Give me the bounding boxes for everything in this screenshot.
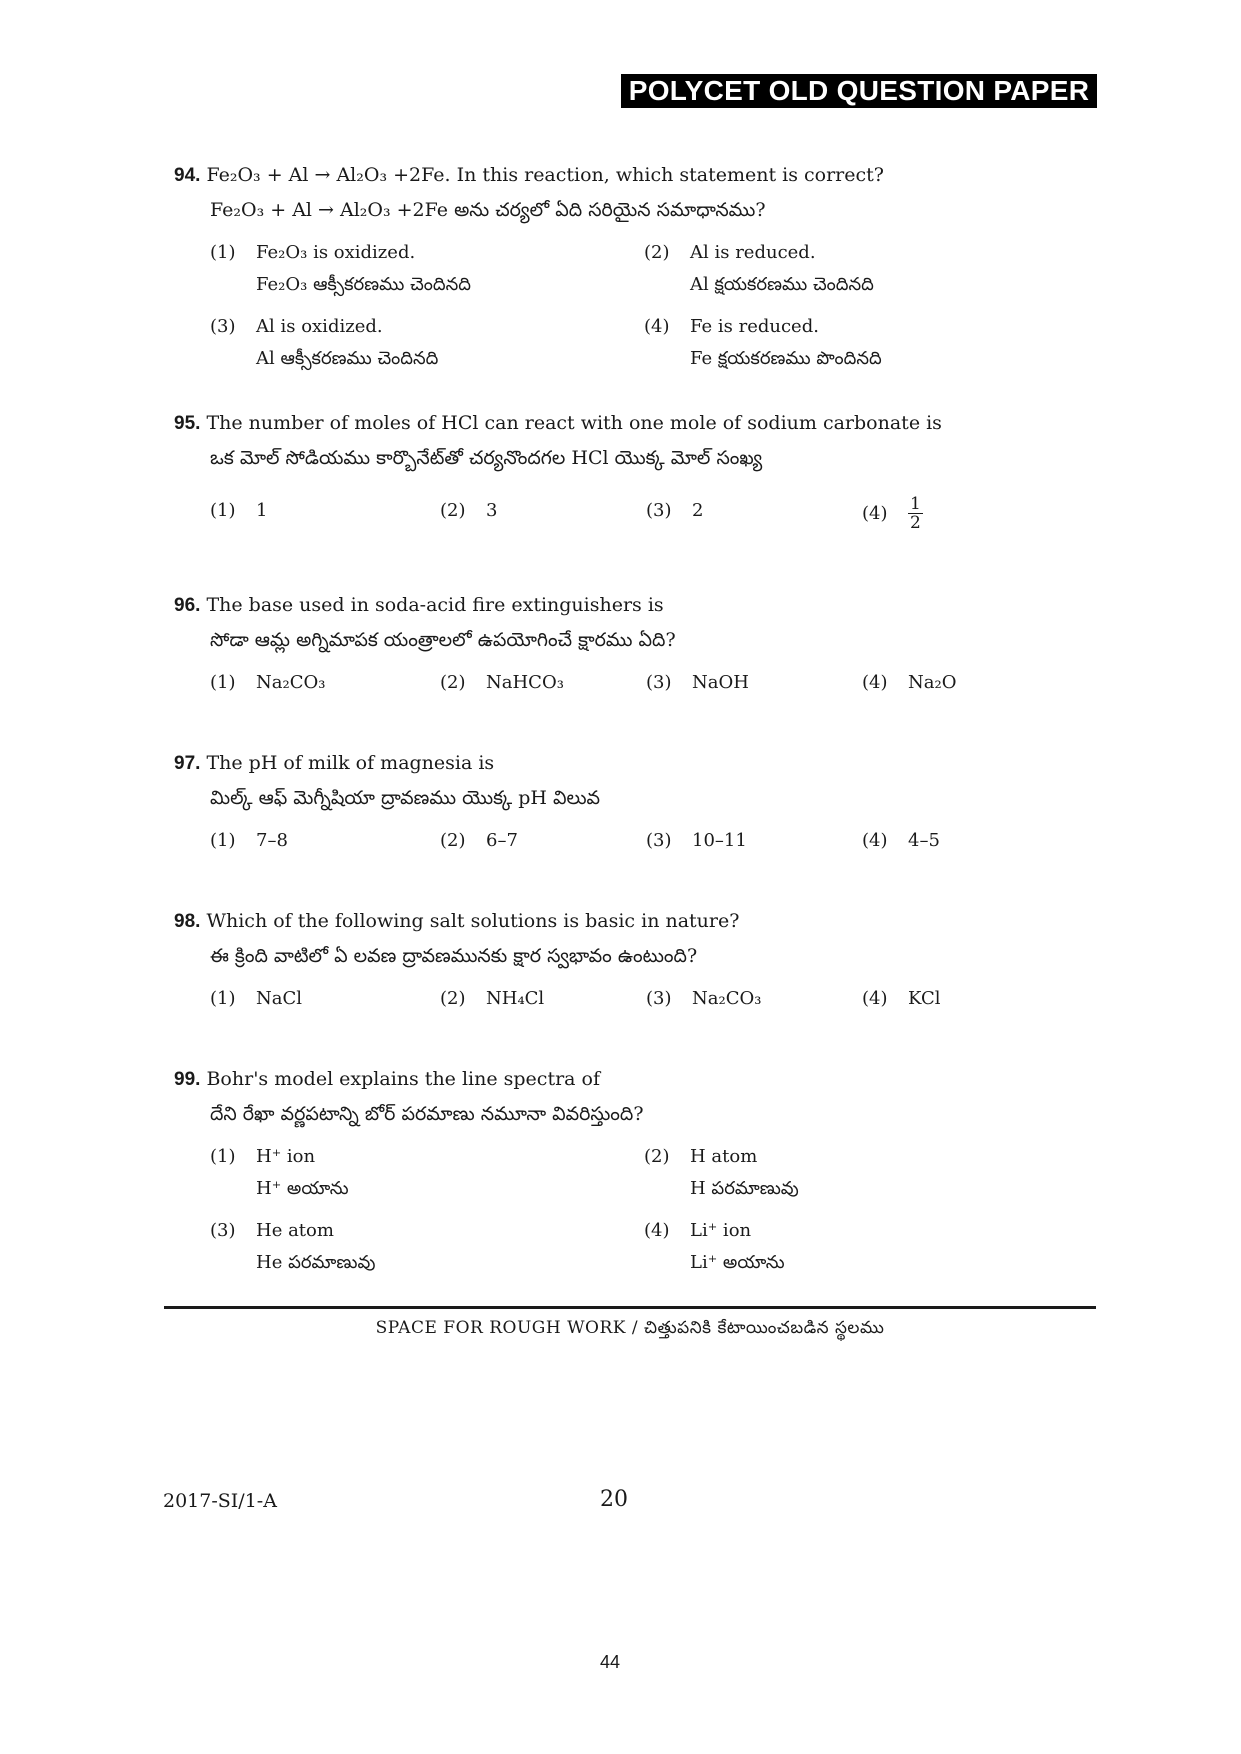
fraction-denominator: 2 — [910, 513, 921, 533]
option-2[interactable] — [644, 1141, 799, 1205]
option-text-en: 7–8 — [256, 830, 288, 851]
question-text-en: The number of moles of HCl can react with one mole of sodium carbonate is — [206, 412, 942, 434]
option-number: (3) — [646, 988, 672, 1009]
option-2[interactable] — [440, 495, 497, 527]
question-97 — [174, 746, 1094, 851]
question-text-en: Bohr's model explains the line spectra of — [206, 1068, 600, 1090]
option-1[interactable] — [210, 1141, 349, 1205]
option-text-en: 10–11 — [692, 830, 747, 851]
question-stem-en — [174, 588, 1094, 623]
option-number: (2) — [644, 242, 670, 263]
question-number: 99. — [174, 1069, 201, 1090]
question-number: 94. — [174, 165, 201, 186]
option-text-en: NaCl — [256, 988, 303, 1009]
option-number: (4) — [862, 502, 888, 524]
question-94 — [174, 158, 1094, 369]
option-text-en: Al is reduced. — [690, 242, 816, 263]
question-text-te: Fe₂O₃ + Al → Al₂O₃ +2Fe అను చర్యలో ఏది సరియైన సమాధానము? — [210, 199, 766, 221]
question-text-te: ఒక మోల్ సోడియము కార్బొనేట్‌తో చర్యనొందగల HCl యొక్క మోల్ సంఖ్య — [210, 447, 763, 469]
option-number: (4) — [644, 316, 670, 337]
option-number: (2) — [644, 1146, 670, 1167]
option-2[interactable] — [440, 983, 544, 1015]
option-text-en: Na₂CO₃ — [256, 672, 326, 693]
option-text-en: 6–7 — [486, 830, 518, 851]
option-text-en: Fe is reduced. — [690, 316, 819, 337]
option-3[interactable] — [646, 983, 761, 1015]
page-number: 20 — [600, 1487, 628, 1512]
question-96 — [174, 588, 1094, 693]
question-99 — [174, 1062, 1094, 1273]
option-1[interactable] — [210, 983, 302, 1015]
fraction-one-half — [908, 495, 923, 532]
option-number: (4) — [862, 830, 888, 851]
option-number: (2) — [440, 672, 466, 693]
question-stem-en — [174, 904, 1094, 939]
option-4[interactable] — [644, 1215, 785, 1279]
option-number: (1) — [210, 830, 236, 851]
option-text-te: H పరమాణువు — [690, 1178, 799, 1199]
option-text-en: Na₂CO₃ — [692, 988, 762, 1009]
option-text-te: Fe క్షయకరణము పొందినది — [690, 348, 882, 369]
option-number: (3) — [646, 830, 672, 851]
option-1[interactable] — [210, 495, 267, 527]
option-number: (3) — [646, 672, 672, 693]
question-text-en: Fe₂O₃ + Al → Al₂O₃ +2Fe. In this reaction, which statement is correct? — [206, 164, 884, 186]
option-number: (2) — [440, 988, 466, 1009]
option-text-en: Li⁺ ion — [690, 1220, 752, 1241]
option-4[interactable] — [862, 667, 956, 699]
question-stem-en — [174, 158, 1094, 193]
option-text-en: Fe₂O₃ is oxidized. — [256, 242, 416, 263]
option-3[interactable] — [210, 311, 438, 375]
option-text-en: NH₄Cl — [486, 988, 545, 1009]
option-text-te: Fe₂O₃ ఆక్సీకరణము చెందినది — [256, 274, 471, 295]
rough-work-label: SPACE FOR ROUGH WORK / చిత్తుపనికి కేటాయించబడిన స్థలము — [375, 1318, 885, 1338]
option-text-en: Na₂O — [908, 672, 957, 693]
option-number: (4) — [644, 1220, 670, 1241]
option-number: (3) — [646, 500, 672, 521]
option-text-en: 2 — [692, 500, 704, 521]
option-text-te: He పరమాణువు — [256, 1252, 376, 1273]
option-number: (2) — [440, 500, 466, 521]
paper-title-banner: POLYCET OLD QUESTION PAPER — [621, 74, 1097, 108]
question-stem-en — [174, 1062, 1094, 1097]
question-text-en: Which of the following salt solutions is basic in nature? — [206, 910, 740, 932]
option-number: (1) — [210, 500, 236, 521]
option-number: (4) — [862, 672, 888, 693]
option-1[interactable] — [210, 667, 325, 699]
option-2[interactable] — [440, 825, 518, 857]
option-text-en: KCl — [908, 988, 941, 1009]
question-text-te: దేని రేఖా వర్ణపటాన్ని బోర్ పరమాణు నమూనా వివరిస్తుంది? — [210, 1103, 644, 1125]
option-text-en: 3 — [486, 500, 498, 521]
option-text-en: NaHCO₃ — [486, 672, 564, 693]
question-95 — [174, 406, 1094, 533]
option-4[interactable] — [862, 983, 941, 1015]
question-text-en: The base used in soda-acid fire extinguishers is — [206, 594, 664, 616]
option-text-en: 1 — [256, 500, 268, 521]
option-text-te: Li⁺ అయాను — [690, 1252, 785, 1273]
paper-code: 2017-SI/1-A — [163, 1490, 277, 1512]
option-2[interactable] — [440, 667, 564, 699]
option-text-te: Al క్షయకరణము చెందినది — [690, 274, 874, 295]
option-number: (4) — [862, 988, 888, 1009]
option-text-en: He atom — [256, 1220, 334, 1241]
option-1[interactable] — [210, 825, 288, 857]
option-4[interactable] — [644, 311, 882, 375]
option-number: (3) — [210, 1220, 236, 1241]
option-text-en: NaOH — [692, 672, 749, 693]
option-text-en: H⁺ ion — [256, 1146, 316, 1167]
rough-work-divider — [164, 1306, 1096, 1309]
question-number: 96. — [174, 595, 201, 616]
question-number: 98. — [174, 911, 201, 932]
question-98 — [174, 904, 1094, 1009]
option-number: (1) — [210, 988, 236, 1009]
question-text-te: ఈ క్రింది వాటిలో ఏ లవణ ద్రావణమునకు క్షార స్వభావం ఉంటుంది? — [210, 945, 698, 967]
option-number: (1) — [210, 1146, 236, 1167]
question-text-te: సోడా ఆమ్ల అగ్నిమాపక యంత్రాలలో ఉపయోగించే క్షారము ఏది? — [210, 629, 676, 651]
option-text-en: 4–5 — [908, 830, 940, 851]
option-text-en: Al is oxidized. — [256, 316, 383, 337]
question-stem-en — [174, 406, 1094, 441]
option-number: (1) — [210, 242, 236, 263]
question-text-en: The pH of milk of magnesia is — [206, 752, 495, 774]
option-number: (2) — [440, 830, 466, 851]
option-number: (3) — [210, 316, 236, 337]
question-number: 95. — [174, 413, 201, 434]
option-3[interactable] — [210, 1215, 375, 1279]
option-3[interactable] — [646, 667, 749, 699]
option-text-te: Al ఆక్సీకరణము చెందినది — [256, 348, 439, 369]
option-3[interactable] — [646, 825, 747, 857]
option-number: (1) — [210, 672, 236, 693]
question-text-te: మిల్క్ ఆఫ్ మెగ్నీషియా ద్రావణము యొక్క pH విలువ — [210, 787, 601, 809]
option-4[interactable] — [862, 825, 940, 857]
option-text-te: H⁺ అయాను — [256, 1178, 349, 1199]
question-number: 97. — [174, 753, 201, 774]
option-3[interactable] — [646, 495, 703, 527]
question-stem-en — [174, 746, 1094, 781]
fraction-numerator: 1 — [910, 494, 921, 514]
option-text-en: H atom — [690, 1146, 758, 1167]
sheet-number: 44 — [600, 1652, 621, 1672]
option-1[interactable] — [210, 237, 471, 301]
option-2[interactable] — [644, 237, 874, 301]
option-4[interactable] — [862, 495, 923, 532]
